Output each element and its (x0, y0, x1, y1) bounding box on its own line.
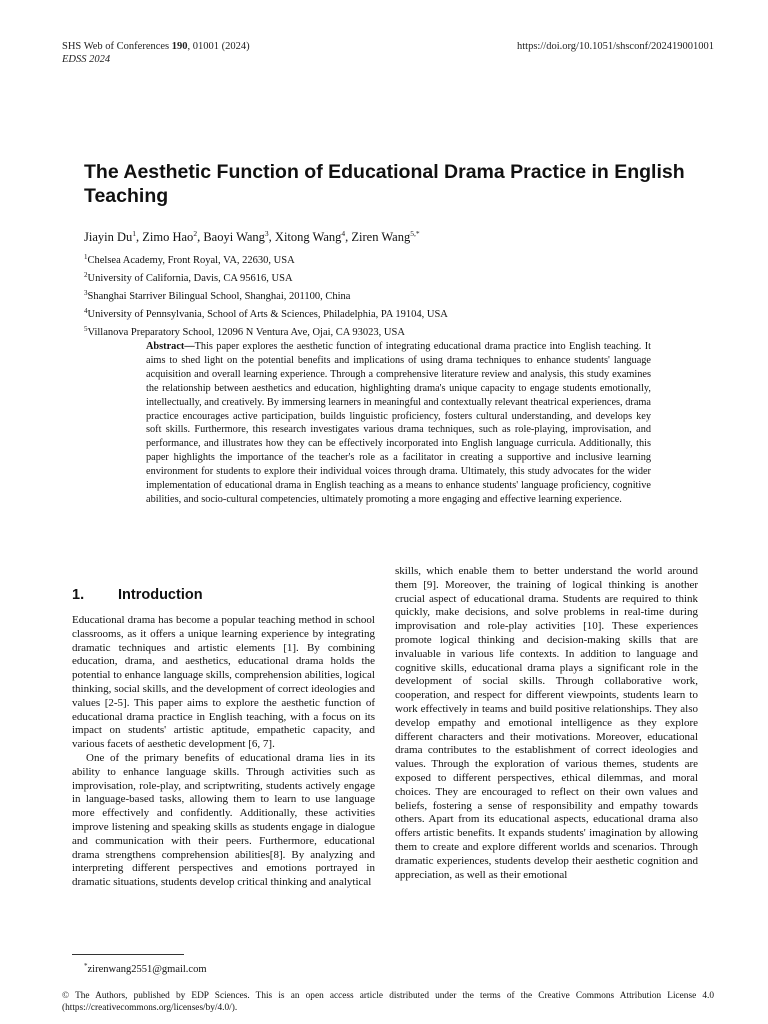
abstract-text: This paper explores the aesthetic function of integrating educational drama practice into English teaching. It aims to shed light on the potential benefits and implications of using drama techniques to enhance students' language acquisition and overall learning experience. Through a comprehensive literature review and analysis, this study examines the relationship between aesthetics and education, highlighting drama's unique capacity to engage students emotionally, intellectually, and creatively. By immersing learners in meaningful and contextually relevant theatrical experiences, drama practice encourages active participation, builds linguistic proficiency, fosters cultural understanding, and develops key soft skills. Furthermore, this research investigates various drama techniques, such as role-playing, improvisation, and performance, and illustrates how they can be effectively incorporated into English language curricula. Additionally, this paper highlights the importance of the teacher's role as a facilitator in creating a supportive and inclusive learning environment for students to explore their individual voices through drama. Ultimately, this study advocates for the wider implementation of educational drama in English teaching as a means to enhance students' language proficiency, cognitive abilities, and socio-cultural competencies, ultimately promoting a more engaging and effective learning experience. (146, 341, 651, 505)
author-separator: , (268, 230, 275, 244)
author-name: Ziren Wang (351, 230, 411, 244)
section-title: Introduction (118, 587, 203, 603)
body-paragraph: One of the primary benefits of educational drama lies in its ability to enhance language skills. Through activities such as improvisation, role-play, and scriptwriting, students actively engage in language-based tasks, allowing them to learn to use language more effectively and confidently. Additionally, these activities improve listening and speaking skills as students engage in dialogue and communication with their peers. Furthermore, educational drama strengthens comprehension abilities[8]. By analyzing and interpreting different perspectives and emotions portrayed in dramatic situations, students develop critical thinking and analytical (72, 751, 375, 889)
volume-number: 190 (171, 41, 188, 52)
affiliation-list (84, 250, 724, 340)
affiliation-text: University of Pennsylvania, School of Arts & Sciences, Philadelphia, PA 19104, USA (87, 309, 448, 320)
author-separator: , (197, 230, 204, 244)
author-name: Zimo Hao (142, 230, 194, 244)
author-list (84, 226, 724, 245)
corresponding-author-footnote (84, 960, 207, 976)
author-separator: , (136, 230, 143, 244)
affiliation-text: Villanova Preparatory School, 12096 N Ventura Ave, Ojai, CA 93023, USA (87, 327, 405, 338)
author-name: Xitong Wang (274, 230, 342, 244)
venue-line (62, 40, 250, 53)
affiliation-mark: 5 (84, 325, 88, 333)
author-name: Baoyi Wang (203, 230, 265, 244)
author-affiliation-mark: 4 (341, 229, 346, 238)
left-column (72, 586, 375, 890)
affiliation-mark: 2 (84, 271, 88, 279)
license-notice: © The Authors, published by EDP Sciences. This is an open access article distributed under the terms of the Creative Commons Attribution License 4.0 (https://creativecommons.org/licenses/by/4.0/). (62, 991, 714, 1013)
body-paragraph: Educational drama has become a popular teaching method in school classrooms, as it offers a unique learning experience by integrating dramatic techniques and artistic elements [1]. By combining education, drama, and aesthetics, educational drama holds the potential to enhance language skills, comprehension abilities, logical thinking, social skills, and the development of correct ideologies and values [2-5]. This paper aims to explore the aesthetic function of educational drama practice in English teaching, with a focus on its impact on students' artistic aptitude, empathetic capacity, and various facets of aesthetic development [6, 7]. (72, 614, 375, 751)
affiliation-text: University of California, Davis, CA 95616, USA (87, 273, 293, 284)
affiliation (84, 304, 724, 322)
author-affiliation-mark: 3 (264, 229, 269, 238)
footnote-mark: * (84, 962, 88, 970)
doi-link[interactable]: https://doi.org/10.1051/shsconf/202419001001 (517, 41, 714, 52)
author-affiliation-mark: 2 (193, 229, 198, 238)
author-name: Jiayin Du (84, 230, 133, 244)
affiliation-mark: 1 (84, 253, 88, 261)
corresponding-email[interactable]: zirenwang2551@gmail.com (87, 964, 207, 975)
footnote-divider (72, 954, 184, 955)
conference-name: EDSS 2024 (62, 54, 111, 65)
affiliation-mark: 3 (84, 289, 88, 297)
affiliation-text: Shanghai Starriver Bilingual School, Shanghai, 201100, China (87, 291, 351, 302)
author-affiliation-mark: 5,* (410, 229, 420, 238)
author-affiliation-mark: 1 (132, 229, 137, 238)
affiliation (84, 286, 724, 304)
right-column (395, 565, 698, 882)
section-heading (72, 586, 375, 604)
affiliation (84, 268, 724, 286)
affiliation (84, 250, 724, 268)
paper-title: The Aesthetic Function of Educational Drama Practice in English Teaching (84, 161, 685, 207)
venue-name: SHS Web of Conferences (62, 41, 172, 52)
affiliation-mark: 4 (84, 307, 88, 315)
author-separator: , (345, 230, 352, 244)
header-left (62, 40, 250, 66)
abstract (146, 340, 651, 507)
affiliation-text: Chelsea Academy, Front Royal, VA, 22630, USA (87, 255, 295, 266)
article-number: , 01001 (2024) (187, 41, 250, 52)
abstract-label: Abstract— (146, 341, 195, 352)
body-paragraph: skills, which enable them to better understand the world around them [9]. Moreover, the training of logical thinking is another crucial aspect of educational drama. Students are required to think quickly, make decisions, and solve problems in real-time during improvisation and role-play activities [10]. These experiences promote logical thinking and decision-making skills that are invaluable in various life contexts. In addition to language and cognitive skills, educational drama plays a significant role in the development of social skills. Through collaborative work, cooperation, and respect for different viewpoints, students learn to work effectively in teams and build positive relationships. They also develop empathy and emotional intelligence as they explore different characters and their motivations. Moreover, educational drama contributes to the establishment of correct ideologies and values. Through the exploration of various themes, students are exposed to different perspectives, ethical dilemmas, and moral choices. They are encouraged to reflect on their own values and beliefs, fostering a sense of responsibility and empathy towards others. Apart from its educational aspects, educational drama also offers artistic benefits. It expands students' imagination by allowing them to create and explore different worlds and scenarios. Through dramatic experiences, students develop their aesthetic cognition and appreciation, as well as their emotional (395, 565, 698, 881)
affiliation (84, 322, 724, 340)
section-number: 1. (72, 587, 85, 603)
